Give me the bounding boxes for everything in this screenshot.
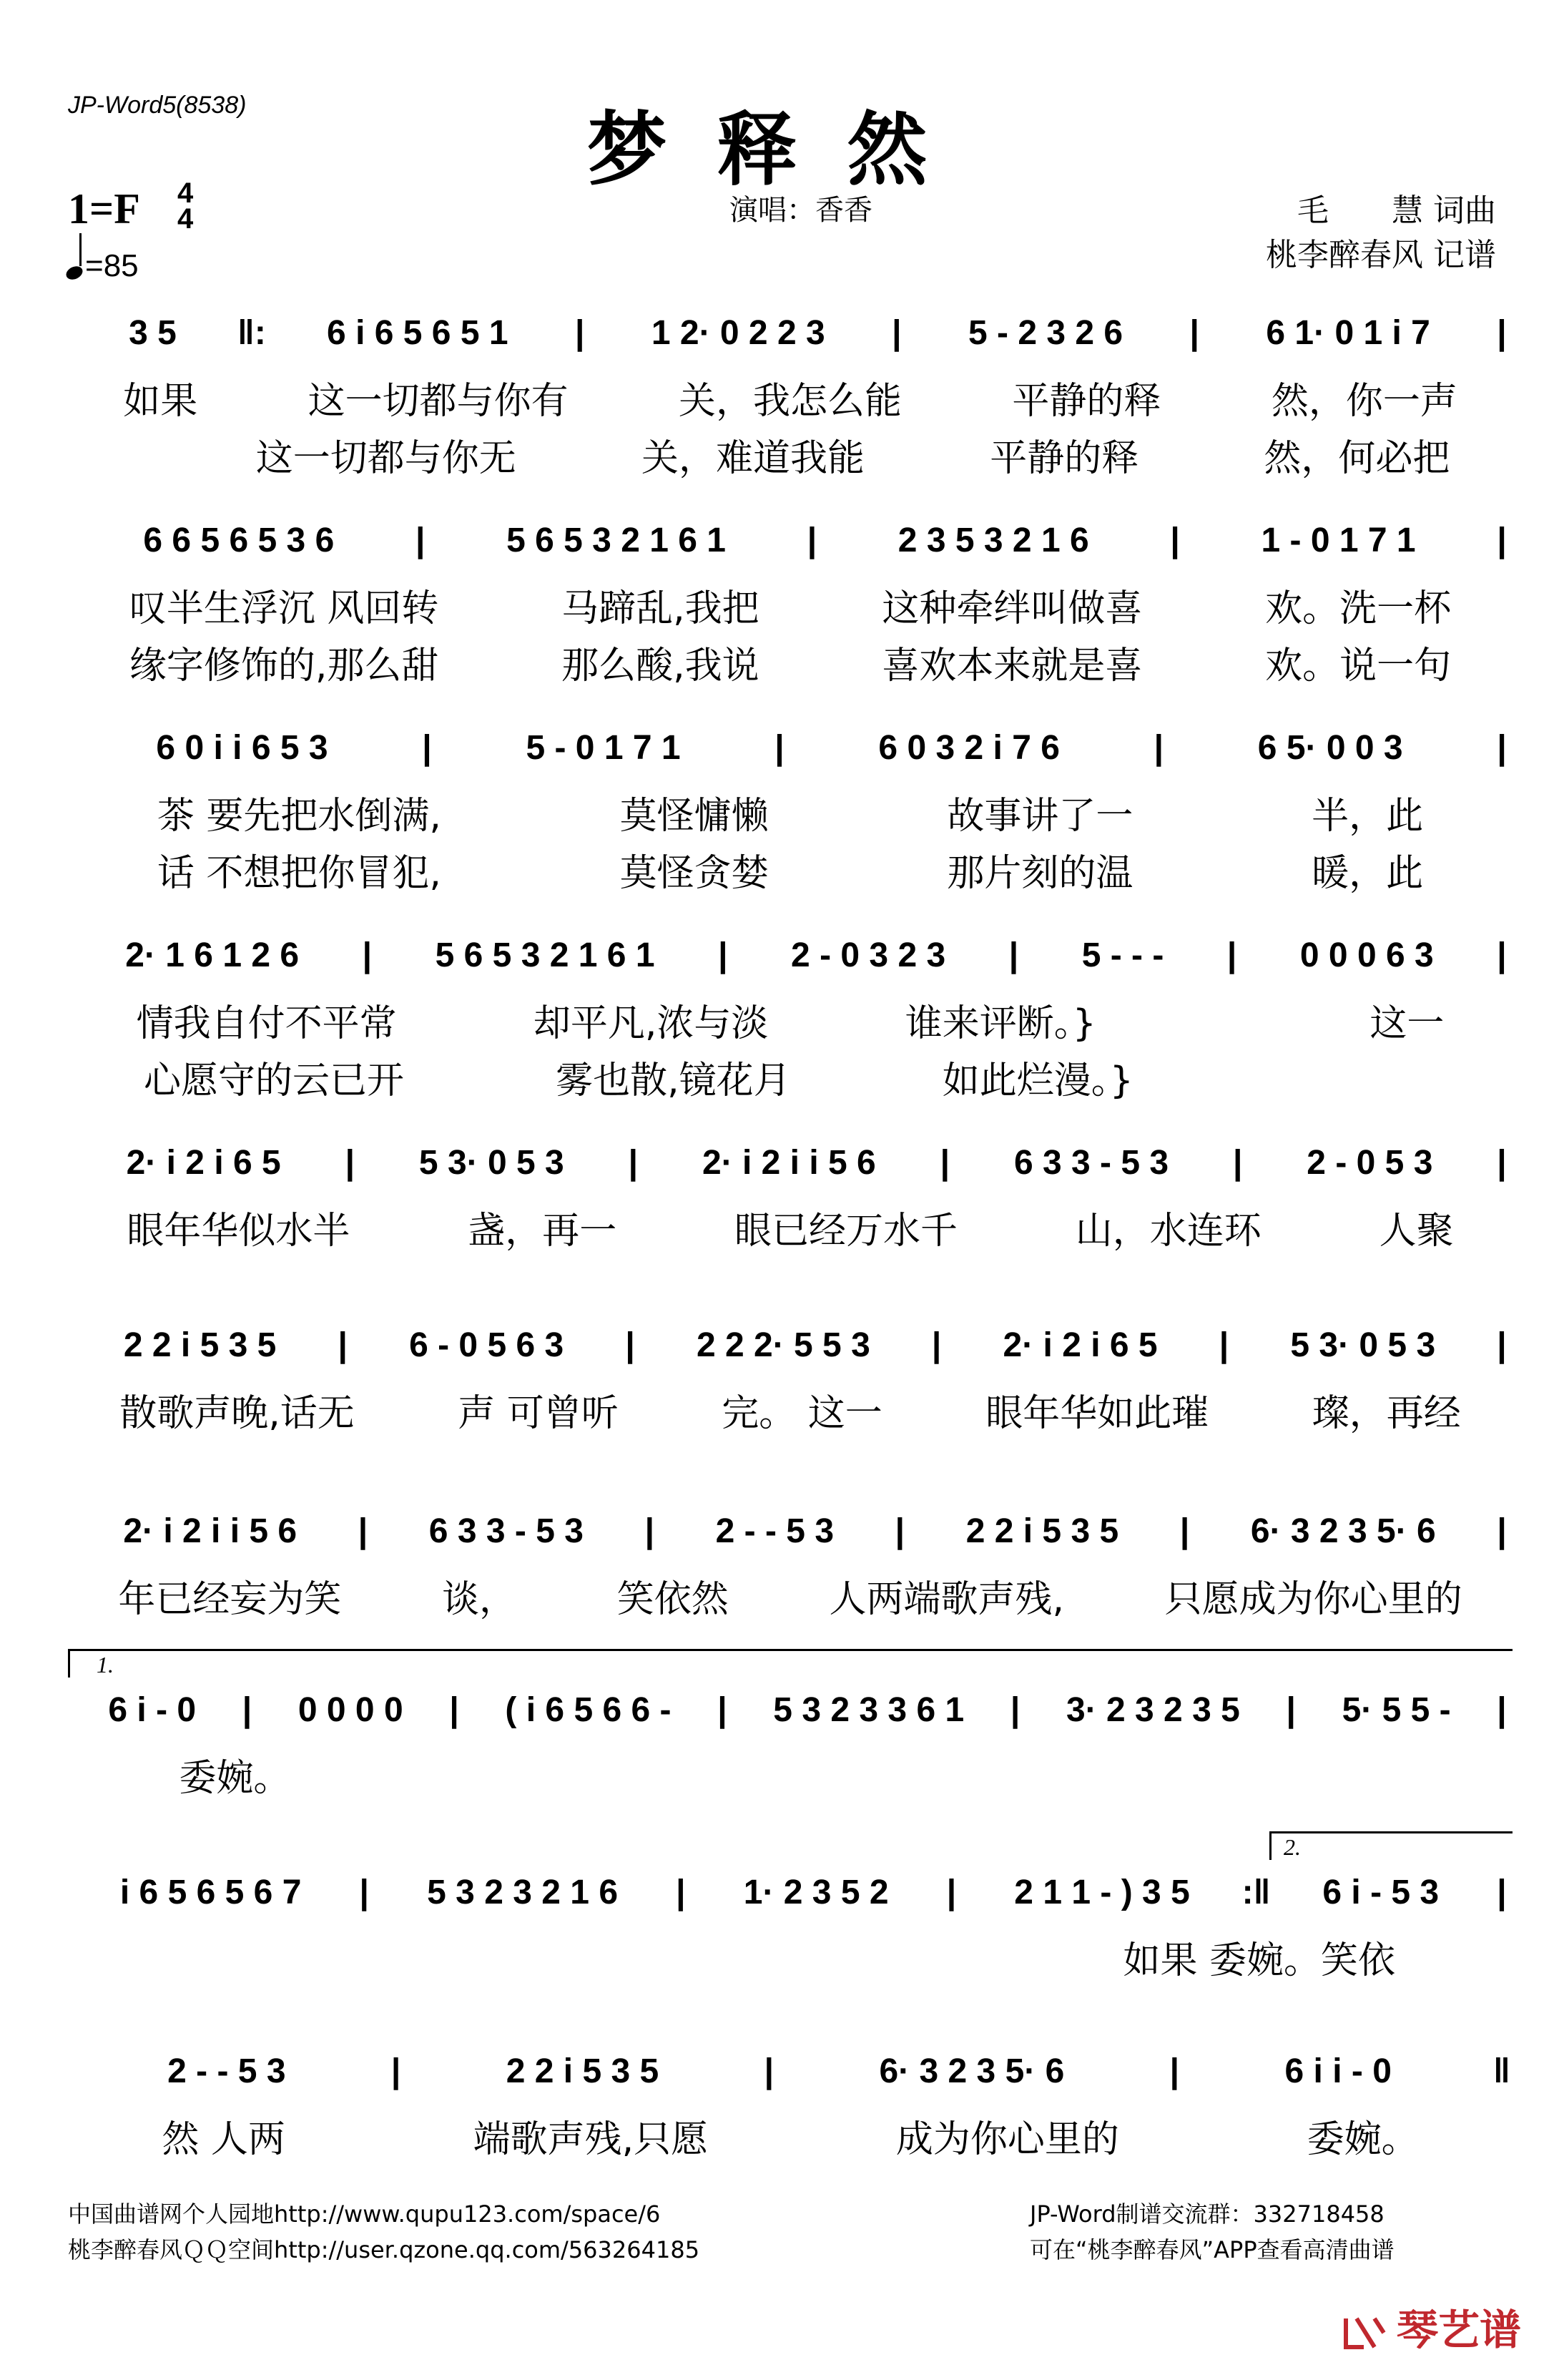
lyric-line-1 — [68, 371, 1513, 424]
lyric-segment: 那片刻的温 — [947, 852, 1133, 895]
lyric-segment: 这一 — [1369, 1002, 1445, 1045]
barline: | — [764, 2052, 774, 2090]
score-system — [68, 515, 1513, 687]
key-signature: 1=F — [68, 185, 140, 232]
notation-row — [68, 308, 1513, 358]
lyric-segment — [624, 1748, 846, 1801]
volta-number: 1. — [97, 1652, 114, 1678]
barline: ‖: — [237, 313, 266, 352]
footer-app-info: 可在“桃李醉春风”APP查看高清曲谱 — [1030, 2236, 1395, 2263]
lyric-segment: 叹半生浮沉 风回转 — [129, 587, 439, 630]
lyric-segment: 声 可曾听 — [458, 1392, 619, 1435]
barline: | — [676, 1873, 686, 1911]
quarter-note-icon — [64, 264, 85, 283]
measure-notes: 2· i 2 i 6 5 — [126, 1143, 281, 1182]
lyric-segment: 散歌声晚,话无 — [119, 1392, 355, 1435]
logo-icon — [1342, 2311, 1392, 2354]
lyric-line-2 — [68, 1050, 1513, 1104]
lyric-segment: 年已经妄为笑 — [118, 1578, 342, 1621]
lyric-segment: 人聚 — [1379, 1210, 1454, 1253]
lyric-line-1 — [68, 785, 1513, 839]
measure-notes: i 6 5 6 5 6 7 — [119, 1873, 302, 1911]
measure-notes: 6 3 3 - 5 3 — [428, 1512, 584, 1550]
time-top: 4 — [177, 177, 194, 209]
notation-row — [68, 1867, 1513, 1917]
barline: | — [1179, 1512, 1190, 1550]
barline: | — [1497, 728, 1507, 767]
lyric-segment: 莫怪慵懒 — [619, 795, 769, 838]
lyric-segment: 话 不想把你冒犯, — [157, 852, 441, 895]
lyric-line-1 — [68, 2109, 1513, 2163]
lyric-segment: 欢。洗一杯 — [1265, 587, 1452, 630]
time-bottom: 4 — [177, 203, 194, 235]
barline: | — [1497, 936, 1507, 974]
lyric-segment: 这一切都与你有 — [308, 380, 569, 423]
barline: | — [931, 1326, 942, 1364]
barline: | — [242, 1690, 252, 1729]
lyric-segment: 成为你心里的 — [895, 2118, 1119, 2161]
barline: | — [1219, 1326, 1229, 1364]
lyric-segment: 那么酸,我说 — [561, 645, 759, 687]
barline: | — [362, 936, 373, 974]
measure-notes: 5 6 5 3 2 1 6 1 — [506, 521, 726, 559]
measure-notes: 2· 1 6 1 2 6 — [125, 936, 300, 974]
lyric-segment: 如果 委婉。笑依 — [1123, 1939, 1396, 1982]
lyric-segment — [402, 1748, 624, 1801]
lyric-segment: 端歌声残,只愿 — [473, 2118, 709, 2161]
lyric-segment: 缘字修饰的,那么甜 — [129, 645, 439, 687]
barline: | — [1232, 1143, 1243, 1182]
score-system — [68, 723, 1513, 894]
lyric-line-1 — [68, 1569, 1513, 1622]
lyric-segment — [68, 1930, 303, 1984]
measure-notes: 2 2 i 5 3 5 — [123, 1326, 277, 1364]
lyric-segment: 雾也散,镜花月 — [556, 1059, 791, 1102]
lyric-segment: 马蹄乱,我把 — [561, 587, 759, 630]
measure-notes: 6· 3 2 3 5· 6 — [879, 2052, 1065, 2090]
barline: | — [358, 1512, 368, 1550]
lyric-line-1 — [68, 1748, 1513, 1801]
score-system — [68, 1320, 1513, 1492]
measure-notes: 2 2 i 5 3 5 — [965, 1512, 1119, 1550]
singer: 演唱：香香 — [729, 194, 872, 227]
measure-notes: 5 6 5 3 2 1 6 1 — [435, 936, 655, 974]
measure-notes: ( i 6 5 6 6 - — [505, 1690, 672, 1729]
notation-row — [68, 2046, 1513, 2096]
logo-text: 琴艺谱 — [1396, 2306, 1521, 2354]
lyric-segment: 完。 这一 — [722, 1392, 882, 1435]
lyric-segment: 这种牵绊叫做喜 — [882, 587, 1143, 630]
lyric-segment: 然，你一声 — [1271, 380, 1457, 423]
lyric-segment: 情我自付不平常 — [136, 1002, 397, 1045]
measure-notes: 0 0 0 0 — [297, 1690, 403, 1729]
measure-notes: 6 5· 0 0 3 — [1257, 728, 1403, 767]
tempo-value: =85 — [85, 248, 139, 283]
score-system — [68, 1834, 1513, 2039]
barline: | — [1189, 313, 1199, 352]
notation-row — [68, 930, 1513, 980]
score-system — [68, 1137, 1513, 1309]
lyric-segment: 眼年华如此璀 — [985, 1392, 1209, 1435]
lyric-segment: 半，此 — [1312, 795, 1424, 838]
barline: | — [574, 313, 585, 352]
lyric-segment — [1068, 1748, 1291, 1801]
measure-notes: 2 - 0 3 2 3 — [791, 936, 946, 974]
song-title: 梦释然 — [586, 104, 978, 197]
measure-notes: 0 0 0 6 3 — [1299, 936, 1434, 974]
score-system — [68, 1506, 1513, 1678]
measure-notes: 6 6 5 6 5 3 6 — [143, 521, 335, 559]
lyric-segment — [1209, 1050, 1361, 1104]
lyric-line-1 — [68, 578, 1513, 632]
barline: | — [717, 1690, 727, 1729]
lyric-line-1 — [68, 1383, 1513, 1436]
barline: | — [422, 728, 432, 767]
lyric-segment: 璨，再经 — [1312, 1392, 1461, 1435]
barline: | — [415, 521, 426, 559]
score-system — [68, 930, 1513, 1102]
lyric-segment: 然，何必把 — [1264, 437, 1450, 480]
barline: | — [1286, 1690, 1296, 1729]
score-system — [68, 308, 1513, 479]
lyric-segment — [1164, 993, 1301, 1047]
lyric-segment: 如此烂漫。} — [942, 1059, 1133, 1102]
site-logo — [1342, 2296, 1521, 2356]
barline: | — [1497, 1143, 1507, 1182]
lyric-segment: 平静的释 — [990, 437, 1139, 480]
barline: | — [625, 1326, 635, 1364]
lyric-segment: 茶 要先把水倒满, — [157, 795, 441, 838]
measure-notes: 2 2 i 5 3 5 — [506, 2052, 659, 2090]
lyric-segment: 然 人两 — [162, 2118, 285, 2161]
barline: | — [628, 1143, 639, 1182]
measure-notes: 2 - - 5 3 — [167, 2052, 286, 2090]
barline: | — [807, 521, 817, 559]
lyric-segment: 谁来评断。} — [905, 1002, 1096, 1045]
measure-notes: 5 3 2 3 2 1 6 — [427, 1873, 619, 1911]
barline: | — [449, 1690, 459, 1729]
volta-bracket — [1269, 1831, 1513, 1833]
lyric-line-1 — [68, 993, 1513, 1047]
notation-row — [68, 1320, 1513, 1370]
measure-notes: 5 - 2 3 2 6 — [968, 313, 1123, 352]
notation-row — [68, 515, 1513, 565]
measure-notes: 6 0 3 2 i 7 6 — [878, 728, 1060, 767]
lyric-segment: 故事讲了一 — [947, 795, 1133, 838]
lyric-segment: 喜欢本来就是喜 — [882, 645, 1143, 687]
barline: | — [946, 1873, 957, 1911]
measure-notes: 6 i 6 5 6 5 1 — [327, 313, 508, 352]
measure-notes: 2 - 0 5 3 — [1307, 1143, 1433, 1182]
measure-notes: 2 2 2· 5 5 3 — [696, 1326, 870, 1364]
measure-notes: 2 1 1 - ) 3 5 — [1014, 1873, 1190, 1911]
lyric-segment: 眼已经万水千 — [734, 1210, 958, 1253]
lyric-segment — [1361, 1050, 1513, 1104]
lyric-segment — [537, 1930, 772, 1984]
score-system — [68, 2046, 1513, 2218]
barline: | — [1497, 1326, 1507, 1364]
lyric-segment: 这一切都与你无 — [255, 437, 516, 480]
measure-notes: 2· i 2 i i 5 6 — [123, 1512, 297, 1550]
measure-notes: 2· i 2 i 6 5 — [1003, 1326, 1158, 1364]
barline: | — [892, 313, 902, 352]
volta-bracket — [68, 1649, 1513, 1651]
measure-notes: 5 - 0 1 7 1 — [526, 728, 681, 767]
measure-notes: 5· 5 5 - — [1342, 1690, 1451, 1729]
notation-row — [68, 1685, 1513, 1735]
measure-notes: 6 i - 0 — [108, 1690, 197, 1729]
credit-lyrics: 毛 慧 词曲 — [1297, 192, 1496, 229]
barline: | — [644, 1512, 654, 1550]
measure-notes: 1· 2 3 5 2 — [743, 1873, 889, 1911]
lyric-segment: 委婉。 — [179, 1757, 291, 1800]
notation-row — [68, 1137, 1513, 1187]
lyric-segment: 山，水连环 — [1075, 1210, 1261, 1253]
measure-notes: 3· 2 3 2 3 5 — [1066, 1690, 1240, 1729]
measure-notes: 2· i 2 i i 5 6 — [702, 1143, 876, 1182]
barline: ‖ — [1493, 2052, 1510, 2090]
barline: | — [345, 1143, 355, 1182]
footer-group-info: JP-Word制谱交流群：332718458 — [1030, 2200, 1385, 2228]
measure-notes: 6 - 0 5 6 3 — [409, 1326, 564, 1364]
barline: :‖ — [1241, 1873, 1271, 1911]
measure-notes: 6· 3 2 3 5· 6 — [1250, 1512, 1436, 1550]
barline: | — [1010, 1690, 1020, 1729]
lyric-segment: 关，我怎么能 — [679, 380, 903, 423]
measure-notes: 1 - 0 1 7 1 — [1261, 521, 1416, 559]
lyric-segment — [1290, 1748, 1513, 1801]
lyric-line-2 — [68, 635, 1513, 689]
measure-notes: 5 - - - — [1081, 936, 1164, 974]
score-system — [68, 1652, 1513, 1856]
measure-notes: 6 1· 0 1 i 7 — [1266, 313, 1430, 352]
lyric-line-1 — [68, 1930, 1513, 1984]
barline: | — [338, 1326, 348, 1364]
lyric-segment: 盏，再一 — [468, 1210, 617, 1253]
barline: | — [1497, 1690, 1507, 1729]
barline: | — [1169, 2052, 1180, 2090]
measure-notes: 5 3· 0 5 3 — [1290, 1326, 1436, 1364]
footer-link-qzone[interactable]: 桃李醉春风ＱＱ空间http://user.qzone.qq.com/563264185 — [68, 2236, 700, 2263]
lyric-segment: 只愿成为你心里的 — [1164, 1578, 1462, 1621]
barline: | — [1497, 313, 1507, 352]
measure-notes: 6 3 3 - 5 3 — [1013, 1143, 1169, 1182]
measure-notes: 6 i - 5 3 — [1322, 1873, 1440, 1911]
barline: | — [359, 1873, 369, 1911]
lyric-segment — [846, 1748, 1068, 1801]
notation-row — [68, 723, 1513, 773]
lyric-segment: 谈， — [442, 1578, 517, 1621]
measure-notes: 1 2· 0 2 2 3 — [651, 313, 825, 352]
notation-row — [68, 1506, 1513, 1556]
lyric-segment — [303, 1930, 537, 1984]
barline: | — [390, 2052, 401, 2090]
barline: | — [1154, 728, 1164, 767]
lyric-segment: 笑依然 — [616, 1578, 729, 1621]
measure-notes: 2 3 5 3 2 1 6 — [897, 521, 1089, 559]
barline: | — [1497, 1873, 1507, 1911]
lyric-segment: 眼年华似水半 — [127, 1210, 350, 1253]
lyric-line-1 — [68, 1200, 1513, 1254]
lyric-segment — [772, 1930, 1006, 1984]
lyric-segment: 却平凡,浓与淡 — [533, 1002, 769, 1045]
measure-notes: 5 3 2 3 3 6 1 — [773, 1690, 965, 1729]
lyric-segment: 人两端歌声残, — [829, 1578, 1064, 1621]
footer-link-qupu[interactable]: 中国曲谱网个人园地http://www.qupu123.com/space/6 — [68, 2200, 661, 2228]
lyric-segment: 如果 — [123, 380, 198, 423]
lyric-segment: 莫怪贪婪 — [619, 852, 769, 895]
credit-notation: 桃李醉春风 记谱 — [1266, 237, 1496, 273]
barline: | — [774, 728, 785, 767]
measure-notes: 3 5 — [129, 313, 177, 352]
lyric-segment: 平静的释 — [1012, 380, 1161, 423]
barline: | — [718, 936, 728, 974]
lyric-segment — [68, 428, 193, 481]
lyric-segment: 心愿守的云已开 — [144, 1059, 405, 1102]
lyric-segment: 委婉。 — [1307, 2118, 1419, 2161]
barline: | — [895, 1512, 905, 1550]
lyric-segment: 关，难道我能 — [641, 437, 865, 480]
software-label: JP-Word5(8538) — [68, 92, 247, 119]
barline: | — [1170, 521, 1180, 559]
barline: | — [1008, 936, 1019, 974]
barline: | — [940, 1143, 950, 1182]
volta-number: 2. — [1284, 1834, 1301, 1860]
barline: | — [1497, 521, 1507, 559]
time-signature — [177, 177, 194, 235]
tempo-marking — [66, 243, 139, 284]
lyric-line-2 — [68, 428, 1513, 481]
measure-notes: 6 0 i i 6 5 3 — [156, 728, 328, 767]
lyric-segment: 暖，此 — [1312, 852, 1424, 895]
barline: | — [1226, 936, 1237, 974]
lyric-segment: 欢。说一句 — [1265, 645, 1452, 687]
measure-notes: 6 i i - 0 — [1284, 2052, 1392, 2090]
measure-notes: 2 - - 5 3 — [715, 1512, 835, 1550]
measure-notes: 5 3· 0 5 3 — [418, 1143, 564, 1182]
barline: | — [1497, 1512, 1507, 1550]
lyric-line-2 — [68, 843, 1513, 896]
